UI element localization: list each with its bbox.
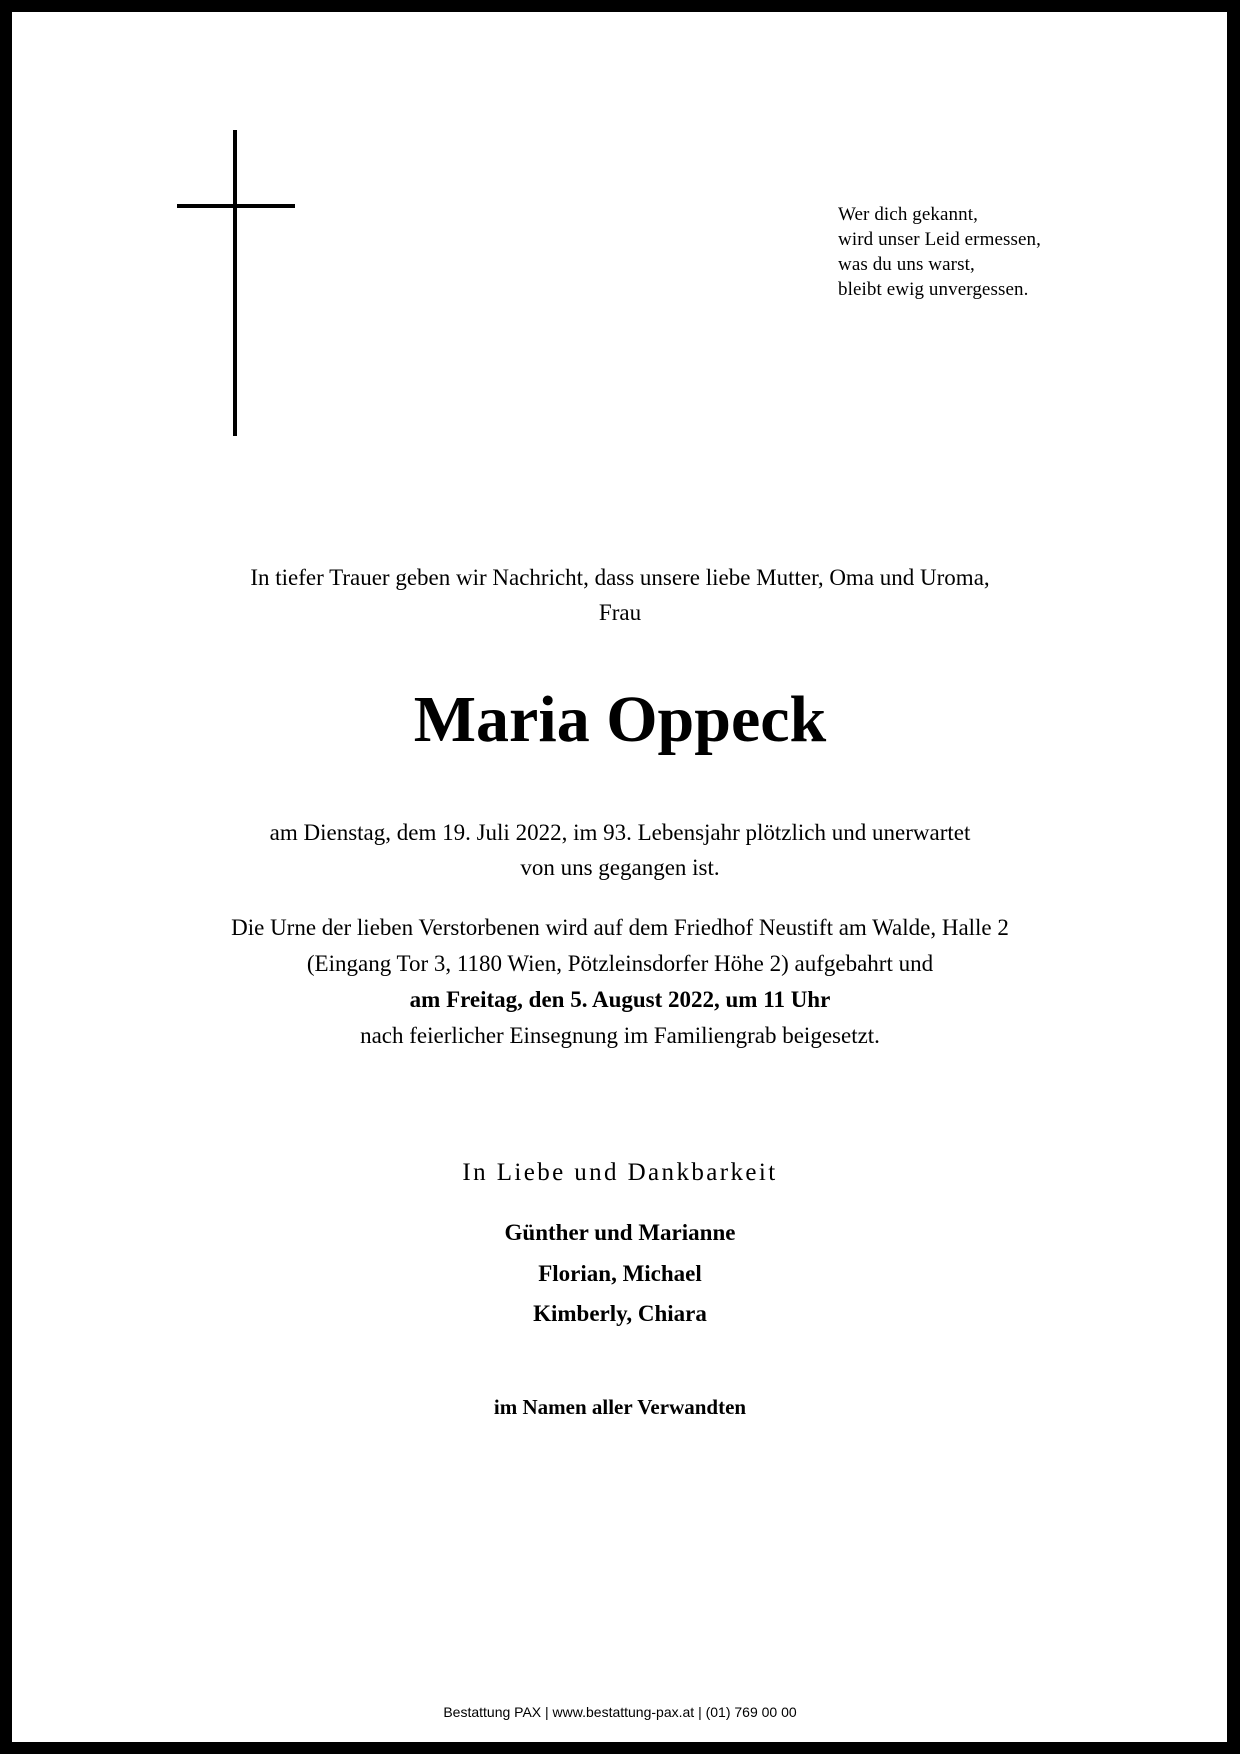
family-list [13,1213,1227,1335]
cross-vertical-bar [233,130,237,436]
death-line: von uns gegangen ist. [520,855,720,880]
poem-line: Wer dich gekannt, [838,204,978,225]
cross-horizontal-bar [177,204,295,208]
relatives-note: im Namen aller Verwandten [493,1395,747,1419]
poem-line: bleibt ewig unvergessen. [838,279,1029,300]
poem-line: wird unser Leid ermessen, [838,229,1041,250]
burial-details [13,910,1227,1054]
intro-line: In tiefer Trauer geben wir Nachricht, dass unsere liebe Mutter, Oma und Uroma, [250,565,990,590]
burial-line: Die Urne der lieben Verstorbenen wird auf dem Friedhof Neustift am Walde, Halle 2 [231,915,1009,940]
announcement-intro [13,560,1227,630]
death-line: am Dienstag, dem 19. Juli 2022, im 93. Lebensjahr plötzlich und unerwartet [269,820,971,845]
burial-date: am Freitag, den 5. August 2022, um 11 Uhr [409,987,831,1012]
burial-line: (Eingang Tor 3, 1180 Wien, Pötzleinsdorfer Höhe 2) aufgebahrt und [306,951,934,976]
memorial-poem [838,202,1198,302]
family-member: Günther und Marianne [504,1220,736,1245]
thanks-heading: In Liebe und Dankbarkeit [462,1159,778,1186]
intro-salutation: Frau [598,600,642,625]
funeral-home-footer: Bestattung PAX | www.bestattung-pax.at | (01) 769 00 00 [443,1704,797,1720]
poem-line: was du uns warst, [838,254,975,275]
burial-line: nach feierlicher Einsegnung im Familiengrab beigesetzt. [360,1023,880,1048]
family-member: Florian, Michael [538,1260,702,1286]
deceased-name: Maria Oppeck [413,683,827,756]
death-notice [13,815,1227,885]
family-member: Kimberly, Chiara [533,1301,707,1326]
